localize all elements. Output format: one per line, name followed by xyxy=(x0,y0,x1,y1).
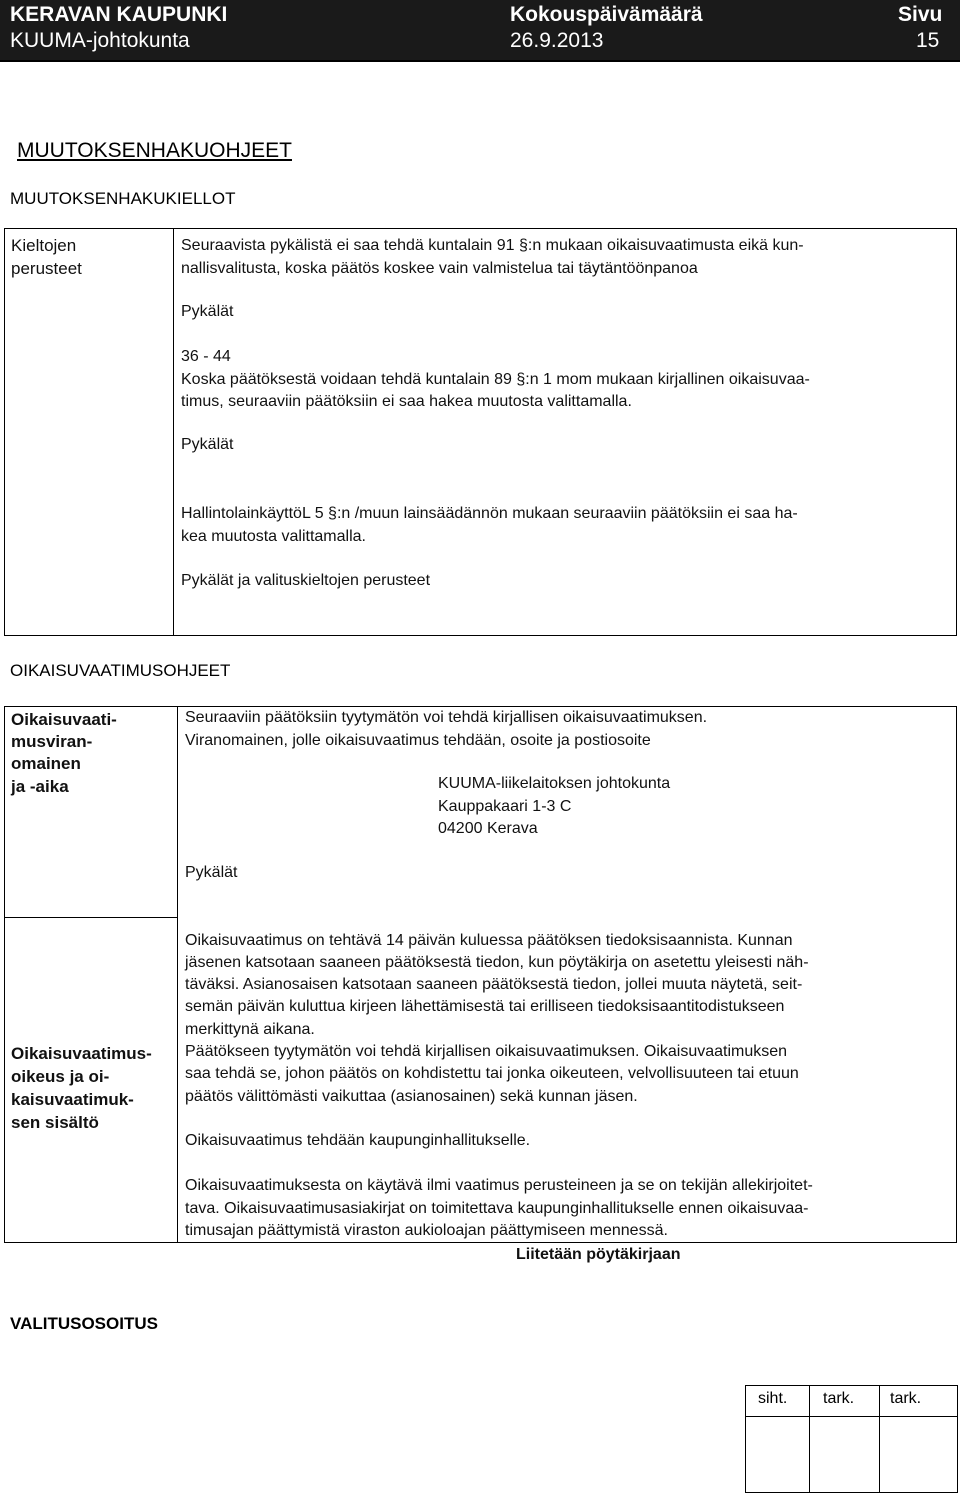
kiellot-table xyxy=(4,228,957,636)
side-label-kieltojen: Kieltojen xyxy=(11,236,77,255)
oikaisu-text: täväksi. Asianosaisen katsotaan saaneen päätöksestä tiedon, jollei muuta näytetä, seit- xyxy=(185,976,803,993)
signature-tark-2: tark. xyxy=(890,1390,922,1407)
kiellot-text: kea muutosta valittamalla. xyxy=(181,528,366,545)
side-label-perusteet: perusteet xyxy=(11,259,82,278)
kiellot-text: HallintolainkäyttöL 5 §:n /muun lainsäädännön mukaan seuraaviin päätöksiin ei saa ha- xyxy=(181,505,798,522)
side-label-b: oikeus ja oi- xyxy=(11,1067,110,1086)
kiellot-text: nallisvalitusta, koska päätös koskee vain valmistelua tai täytäntöönpanoa xyxy=(181,260,698,277)
address-line: Kauppakaari 1-3 C xyxy=(438,798,572,815)
pykalat-range: 36 - 44 xyxy=(181,348,231,365)
org-name: KERAVAN KAUPUNKI xyxy=(10,3,228,26)
oikaisu-text: timusajan päättymistä viraston aukioloajan päättymiseen mennessä. xyxy=(185,1222,668,1239)
attachment-note: Liitetään pöytäkirjaan xyxy=(516,1246,681,1263)
oikaisu-text: tava. Oikaisuvaatimusasiakirjat on toimitettava kaupunginhallitukselle ennen oikaisuvaa- xyxy=(185,1200,809,1217)
pykalat-label: Pykälät xyxy=(181,436,234,453)
board-name: KUUMA-johtokunta xyxy=(10,29,190,52)
side-label-a: musviran- xyxy=(11,732,93,751)
page-title: MUUTOKSENHAKUOHJEET xyxy=(17,139,292,162)
pykalat-perusteet: Pykälät ja valituskieltojen perusteet xyxy=(181,572,431,589)
oikaisu-text: Oikaisuvaatimus on tehtävä 14 päivän kuluessa päätöksen tiedoksisaannista. Kunnan xyxy=(185,932,793,949)
side-label-b: Oikaisuvaatimus- xyxy=(11,1044,152,1063)
oikaisu-text: Oikaisuvaatimuksesta on käytävä ilmi vaatimus perusteineen ja se on tekijän allekirjoitet- xyxy=(185,1177,813,1194)
section-heading-valitus: VALITUSOSOITUS xyxy=(10,1314,158,1333)
meeting-date: 26.9.2013 xyxy=(510,29,604,52)
side-label-a: Oikaisuvaati- xyxy=(11,710,117,729)
page-number: 15 xyxy=(916,29,940,52)
header-rule xyxy=(0,60,960,62)
kiellot-text: Koska päätöksestä voidaan tehdä kuntalain 89 §:n 1 mom mukaan kirjallinen oikaisuvaa- xyxy=(181,371,810,388)
oikaisu-text: päätös välittömästi vaikuttaa (asianosainen) sekä kunnan jäsen. xyxy=(185,1088,638,1105)
oikaisu-text: merkittynä aikana. xyxy=(185,1021,315,1038)
oikaisu-text: semän päivän kuluttua kirjeen lähettämisestä tai erilliseen tiedoksisaantitodistukseen xyxy=(185,998,785,1015)
kiellot-text: Seuraavista pykälistä ei saa tehdä kuntalain 91 §:n mukaan oikaisuvaatimusta eikä kun- xyxy=(181,237,804,254)
side-label-b: kaisuvaatimuk- xyxy=(11,1090,134,1109)
kiellot-text: timus, seuraaviin päätöksiin ei saa hakea muutosta valittamalla. xyxy=(181,393,632,410)
address-line: 04200 Kerava xyxy=(438,820,538,837)
side-label-b: sen sisältö xyxy=(11,1113,99,1132)
section-heading-kiellot: MUUTOKSENHAKUKIELLOT xyxy=(10,189,236,208)
page-label: Sivu xyxy=(898,3,943,26)
oikaisu-text: Seuraaviin päätöksiin tyytymätön voi tehdä kirjallisen oikaisuvaatimuksen. xyxy=(185,709,708,726)
section-heading-oikaisu: OIKAISUVAATIMUSOHJEET xyxy=(10,661,231,680)
meeting-date-label: Kokouspäivämäärä xyxy=(510,3,703,26)
address-line: KUUMA-liikelaitoksen johtokunta xyxy=(438,775,671,792)
oikaisu-text: saa tehdä se, johon päätös on kohdistettu tai jonka oikeuteen, velvollisuuteen tai etuun xyxy=(185,1065,799,1082)
side-label-a: ja -aika xyxy=(11,777,69,796)
oikaisu-text: Oikaisuvaatimus tehdään kaupunginhallitukselle. xyxy=(185,1132,531,1149)
signature-tark-1: tark. xyxy=(823,1390,855,1407)
oikaisu-text: Päätökseen tyytymätön voi tehdä kirjallisen oikaisuvaatimuksen. Oikaisuvaatimuksen xyxy=(185,1043,788,1060)
side-label-a: omainen xyxy=(11,754,81,773)
signature-siht: siht. xyxy=(758,1390,788,1407)
pykalat-label: Pykälät xyxy=(185,864,238,881)
signature-table xyxy=(745,1385,958,1493)
oikaisu-text: Viranomainen, jolle oikaisuvaatimus tehdään, osoite ja postiosoite xyxy=(185,732,651,749)
pykalat-label: Pykälät xyxy=(181,303,234,320)
oikaisu-text: jäsenen katsotaan saaneen päätöksestä tiedon, kun pöytäkirja on asetettu yleisesti näh- xyxy=(185,954,809,971)
